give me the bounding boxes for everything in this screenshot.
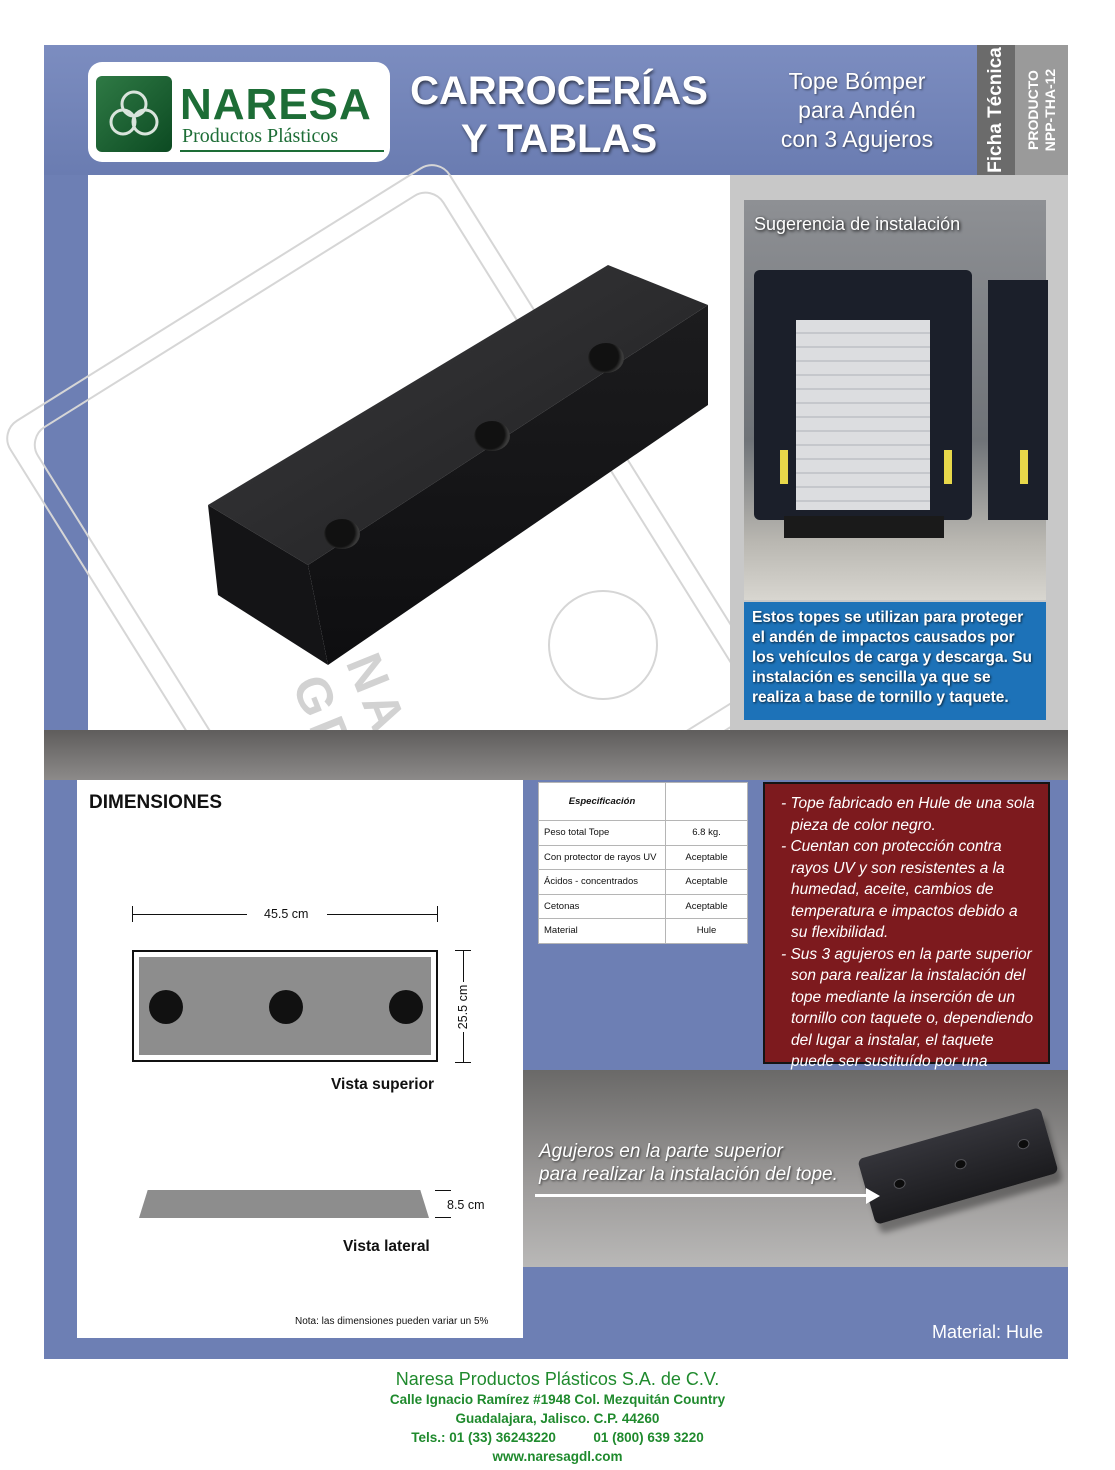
table-row bbox=[539, 894, 748, 919]
product-code bbox=[1025, 69, 1059, 151]
hole-icon bbox=[149, 990, 183, 1024]
logo-subtitle: Productos Plásticos bbox=[182, 125, 339, 147]
top-view-drawing bbox=[132, 950, 438, 1062]
bumper-hole-icon bbox=[588, 343, 624, 373]
spec-label: Con protector de rayos UV bbox=[539, 845, 666, 870]
side-view-drawing bbox=[139, 1190, 429, 1218]
features-box bbox=[763, 782, 1050, 1070]
holes-caption bbox=[539, 1140, 838, 1186]
category-line-1: CARROCERÍAS bbox=[410, 69, 708, 113]
table-row bbox=[539, 821, 748, 846]
product-line-1: Tope Bómper bbox=[788, 68, 926, 94]
product-line-3: con 3 Agujeros bbox=[780, 126, 934, 152]
product-photo bbox=[88, 175, 730, 730]
spec-label: Material bbox=[539, 919, 666, 944]
logo-underline bbox=[180, 150, 384, 152]
install-label: Sugerencia de instalación bbox=[754, 214, 961, 234]
dimensions-title: DIMENSIONES bbox=[89, 792, 223, 813]
side-view-label: Vista lateral bbox=[343, 1238, 430, 1255]
category-line-2: Y TABLAS bbox=[460, 117, 658, 161]
logo-emblem-icon bbox=[96, 76, 172, 152]
reflector-stripe bbox=[1020, 450, 1028, 484]
install-photo bbox=[744, 200, 1046, 600]
ficha-tecnica-tab bbox=[977, 45, 1015, 175]
product-code-value: NPP-THA-12 bbox=[1041, 68, 1058, 152]
logo-name: NARESA bbox=[180, 80, 372, 129]
holes-photo bbox=[523, 1070, 1068, 1267]
install-description: Estos topes se utilizan para proteger el andén de impactos causados por los vehículos de carga y descarga. Su instalación es sencilla ya que se realiza a base de tornillo y taquete. bbox=[744, 602, 1046, 720]
spec-value: Aceptable bbox=[666, 845, 748, 870]
dim-line bbox=[463, 1032, 464, 1062]
sheet bbox=[44, 45, 1068, 1359]
footer-phones: Tels.: 01 (33) 36243220 01 (800) 639 3220 bbox=[411, 1430, 704, 1445]
logo bbox=[88, 62, 390, 162]
spec-label: Peso total Tope bbox=[539, 821, 666, 846]
mini-hole-icon bbox=[953, 1158, 967, 1171]
feature-item: - Sus 3 agujeros en la parte superior son para realizar la instalación del tope mediante la inserción de un tornillo con taquete o, dependiendo del lugar a instalar, el taquete puede ser sustituído por una bbox=[781, 945, 1034, 1070]
product-code-box bbox=[1015, 45, 1068, 175]
spec-value: Aceptable bbox=[666, 894, 748, 919]
gray-band bbox=[44, 730, 1068, 780]
height-dimension: 8.5 cm bbox=[447, 1198, 485, 1212]
width-dimension: 45.5 cm bbox=[264, 907, 309, 921]
spec-label: Ácidos - concentrados bbox=[539, 870, 666, 895]
dim-tick bbox=[455, 1062, 471, 1063]
dim-line bbox=[132, 914, 247, 915]
mini-hole-icon bbox=[1016, 1138, 1030, 1151]
spec-value: Aceptable bbox=[666, 870, 748, 895]
dim-tick bbox=[435, 1217, 451, 1218]
holes-caption-line-1: Agujeros en la parte superior bbox=[539, 1141, 783, 1162]
mini-bumper-image bbox=[857, 1107, 1058, 1225]
hole-icon bbox=[269, 990, 303, 1024]
spec-table bbox=[538, 782, 748, 944]
bumper-hole-icon bbox=[324, 519, 360, 549]
product-title bbox=[744, 67, 970, 154]
footer-company: Naresa Productos Plásticos S.A. de C.V. bbox=[395, 1369, 720, 1389]
material-label: Material: Hule bbox=[932, 1322, 1044, 1342]
arrow-icon bbox=[866, 1188, 880, 1204]
reflector-stripe bbox=[780, 450, 788, 484]
spec-label: Cetonas bbox=[539, 894, 666, 919]
arrow-line bbox=[535, 1194, 871, 1197]
ficha-tecnica-label: Ficha Técnica bbox=[985, 47, 1006, 173]
footer-address: Calle Ignacio Ramírez #1948 Col. Mezquitán Country bbox=[389, 1392, 726, 1407]
table-row bbox=[539, 845, 748, 870]
dock-shelter-side bbox=[988, 280, 1048, 520]
spec-header-row bbox=[539, 783, 748, 821]
footer-website: www.naresagdl.com bbox=[492, 1449, 623, 1464]
dim-tick bbox=[435, 1190, 451, 1191]
reflector-stripe bbox=[944, 450, 952, 484]
category-title bbox=[404, 67, 714, 163]
dock-bumper bbox=[784, 516, 944, 538]
footer-city: Guadalajara, Jalisco. C.P. 44260 bbox=[455, 1411, 660, 1426]
top-view-label: Vista superior bbox=[331, 1076, 435, 1093]
install-panel bbox=[730, 175, 1068, 730]
dim-line bbox=[327, 914, 437, 915]
spec-header: Especificación bbox=[539, 783, 666, 821]
product-line-2: para Andén bbox=[798, 97, 916, 123]
dimensions-note: Nota: las dimensiones pueden variar un 5% bbox=[295, 1316, 489, 1327]
dock-door bbox=[796, 320, 930, 510]
dim-line bbox=[463, 950, 464, 982]
hole-icon bbox=[389, 990, 423, 1024]
feature-item: - Tope fabricado en Hule de una sola pieza de color negro. bbox=[781, 795, 1035, 834]
dimensions-panel bbox=[77, 780, 523, 1338]
table-row bbox=[539, 919, 748, 944]
feature-item: - Cuentan con protección contra rayos UV y son resistentes a la humedad, aceite, cambios de temperatura e impactos debido a su flexibilidad. bbox=[781, 838, 1018, 941]
holes-caption-line-2: para realizar la instalación del tope. bbox=[539, 1164, 838, 1185]
product-code-label: PRODUCTO bbox=[1024, 70, 1041, 150]
spec-value: 6.8 kg. bbox=[666, 821, 748, 846]
spec-value: Hule bbox=[666, 919, 748, 944]
dim-tick bbox=[437, 906, 438, 922]
mini-hole-icon bbox=[892, 1177, 906, 1190]
table-row bbox=[539, 870, 748, 895]
footer bbox=[0, 1368, 1115, 1466]
bumper-hole-icon bbox=[474, 421, 510, 451]
depth-dimension: 25.5 cm bbox=[456, 984, 471, 1030]
